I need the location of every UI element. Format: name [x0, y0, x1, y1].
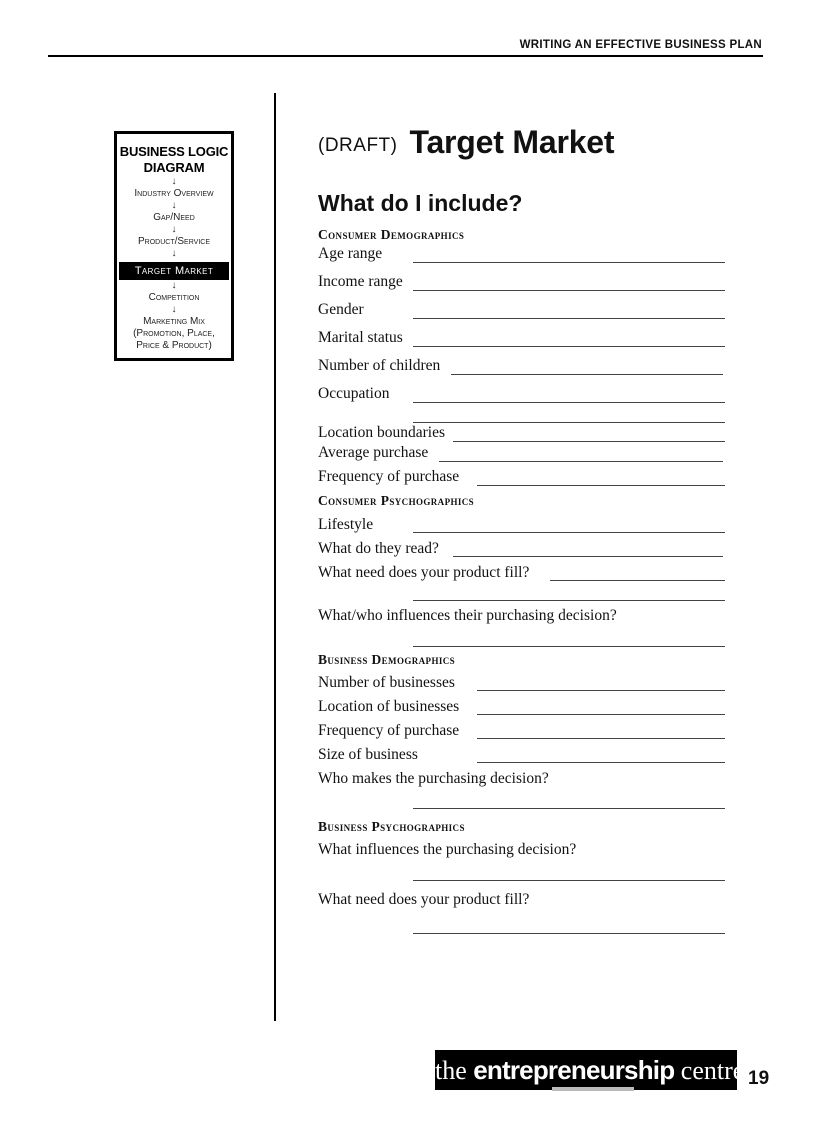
- down-arrow-icon: ↓: [171, 280, 177, 291]
- field-label-age-range: Age range: [318, 245, 383, 262]
- field-label-location-of-businesses: Location of businesses: [318, 698, 460, 715]
- field-label-gender: Gender: [318, 301, 364, 318]
- entrepreneurship-centre-logo: [435, 1050, 745, 1090]
- field-label-occupation: Occupation: [318, 385, 390, 402]
- section-heading-business-psychographics: Business Psychographics: [318, 819, 465, 834]
- field-label-lifestyle: Lifestyle: [318, 516, 374, 533]
- diagram-node-target-market-active: Target Market: [119, 262, 229, 280]
- down-arrow-icon: ↓: [171, 248, 177, 259]
- field-label-who-influences-purchasing: What/who influences their purchasing decision?: [318, 607, 617, 624]
- diagram-node-gap-need: Gap/Need: [153, 212, 195, 223]
- diagram-title-line-1: BUSINESS LOGIC: [119, 144, 229, 159]
- down-arrow-icon: ↓: [171, 176, 177, 187]
- answer-line-location-of-businesses[interactable]: [477, 714, 725, 715]
- diagram-node-industry-overview: Industry Overview: [134, 188, 214, 199]
- marketing-mix-line-3: Price & Product): [136, 340, 212, 351]
- field-label-marital-status: Marital status: [318, 329, 403, 346]
- down-arrow-icon: ↓: [171, 200, 177, 211]
- answer-line-occupation[interactable]: [413, 402, 725, 403]
- answer-line-what-need-does-product-fill-2[interactable]: [413, 600, 725, 601]
- header-rule: [48, 55, 763, 57]
- field-label-frequency-of-purchase: Frequency of purchase: [318, 468, 460, 485]
- answer-line-who-makes-decision[interactable]: [413, 808, 725, 809]
- answer-line-age-range[interactable]: [413, 262, 725, 263]
- field-label-location-boundaries: Location boundaries: [318, 424, 445, 441]
- section-heading-business-demographics: Business Demographics: [318, 652, 456, 667]
- answer-line-location-boundaries[interactable]: [453, 441, 725, 442]
- answer-line-lifestyle[interactable]: [413, 532, 725, 533]
- field-label-who-makes-decision: Who makes the purchasing decision?: [318, 770, 549, 787]
- logo-underline-bar: [552, 1087, 634, 1091]
- answer-line-what-influences-decision[interactable]: [413, 880, 725, 881]
- business-logic-diagram: [114, 131, 234, 361]
- field-label-number-of-children: Number of children: [318, 357, 441, 374]
- answer-line-number-of-children[interactable]: [451, 374, 723, 375]
- field-label-number-of-businesses: Number of businesses: [318, 674, 455, 691]
- down-arrow-icon: ↓: [171, 224, 177, 235]
- answer-line-size-of-business[interactable]: [477, 762, 725, 763]
- answer-line-occupation-2[interactable]: [413, 422, 725, 423]
- running-head: WRITING AN EFFECTIVE BUSINESS PLAN: [519, 39, 762, 51]
- logo-text-entrepreneurship: entrepreneurship: [473, 1055, 675, 1085]
- field-label-business-what-need-does-product-fill: What need does your product fill?: [318, 891, 530, 908]
- answer-line-who-influences-purchasing[interactable]: [413, 646, 725, 647]
- diagram-node-marketing-mix: [117, 316, 231, 358]
- page-number: 19: [748, 1068, 770, 1089]
- field-label-size-of-business: Size of business: [318, 746, 418, 763]
- logo-text-the: the: [435, 1056, 467, 1085]
- diagram-title-line-2: DIAGRAM: [143, 160, 205, 175]
- answer-line-business-frequency-of-purchase[interactable]: [477, 738, 725, 739]
- field-label-what-do-they-read: What do they read?: [318, 540, 439, 557]
- answer-line-frequency-of-purchase[interactable]: [477, 485, 725, 486]
- answer-line-marital-status[interactable]: [413, 346, 725, 347]
- column-divider: [274, 93, 276, 1021]
- field-label-what-need-does-product-fill: What need does your product fill?: [318, 564, 530, 581]
- diagram-node-product-service: Product/Service: [138, 236, 210, 247]
- logo-text-centre: centre: [680, 1056, 745, 1085]
- marketing-mix-line-1: Marketing Mix: [143, 316, 205, 327]
- subtitle: What do I include?: [318, 190, 523, 216]
- page-title: [318, 124, 614, 161]
- diagram-node-competition: Competition: [148, 292, 200, 303]
- field-label-income-range: Income range: [318, 273, 403, 290]
- diagram-title: [117, 134, 231, 176]
- answer-line-average-purchase[interactable]: [439, 461, 723, 462]
- answer-line-what-need-does-product-fill[interactable]: [550, 580, 725, 581]
- answer-line-number-of-businesses[interactable]: [477, 690, 725, 691]
- answer-line-what-do-they-read[interactable]: [453, 556, 723, 557]
- field-label-business-frequency-of-purchase: Frequency of purchase: [318, 722, 460, 739]
- down-arrow-icon: ↓: [171, 304, 177, 315]
- title-text: Target Market: [409, 124, 615, 160]
- draft-label: (DRAFT): [318, 135, 398, 156]
- section-heading-consumer-psychographics: Consumer Psychographics: [318, 493, 475, 508]
- answer-line-income-range[interactable]: [413, 290, 725, 291]
- field-label-what-influences-decision: What influences the purchasing decision?: [318, 841, 577, 858]
- answer-line-business-what-need-does-product-fill[interactable]: [413, 933, 725, 934]
- section-heading-consumer-demographics: Consumer Demographics: [318, 227, 465, 242]
- marketing-mix-line-2: (Promotion, Place,: [133, 328, 215, 339]
- answer-line-gender[interactable]: [413, 318, 725, 319]
- field-label-average-purchase: Average purchase: [318, 444, 429, 461]
